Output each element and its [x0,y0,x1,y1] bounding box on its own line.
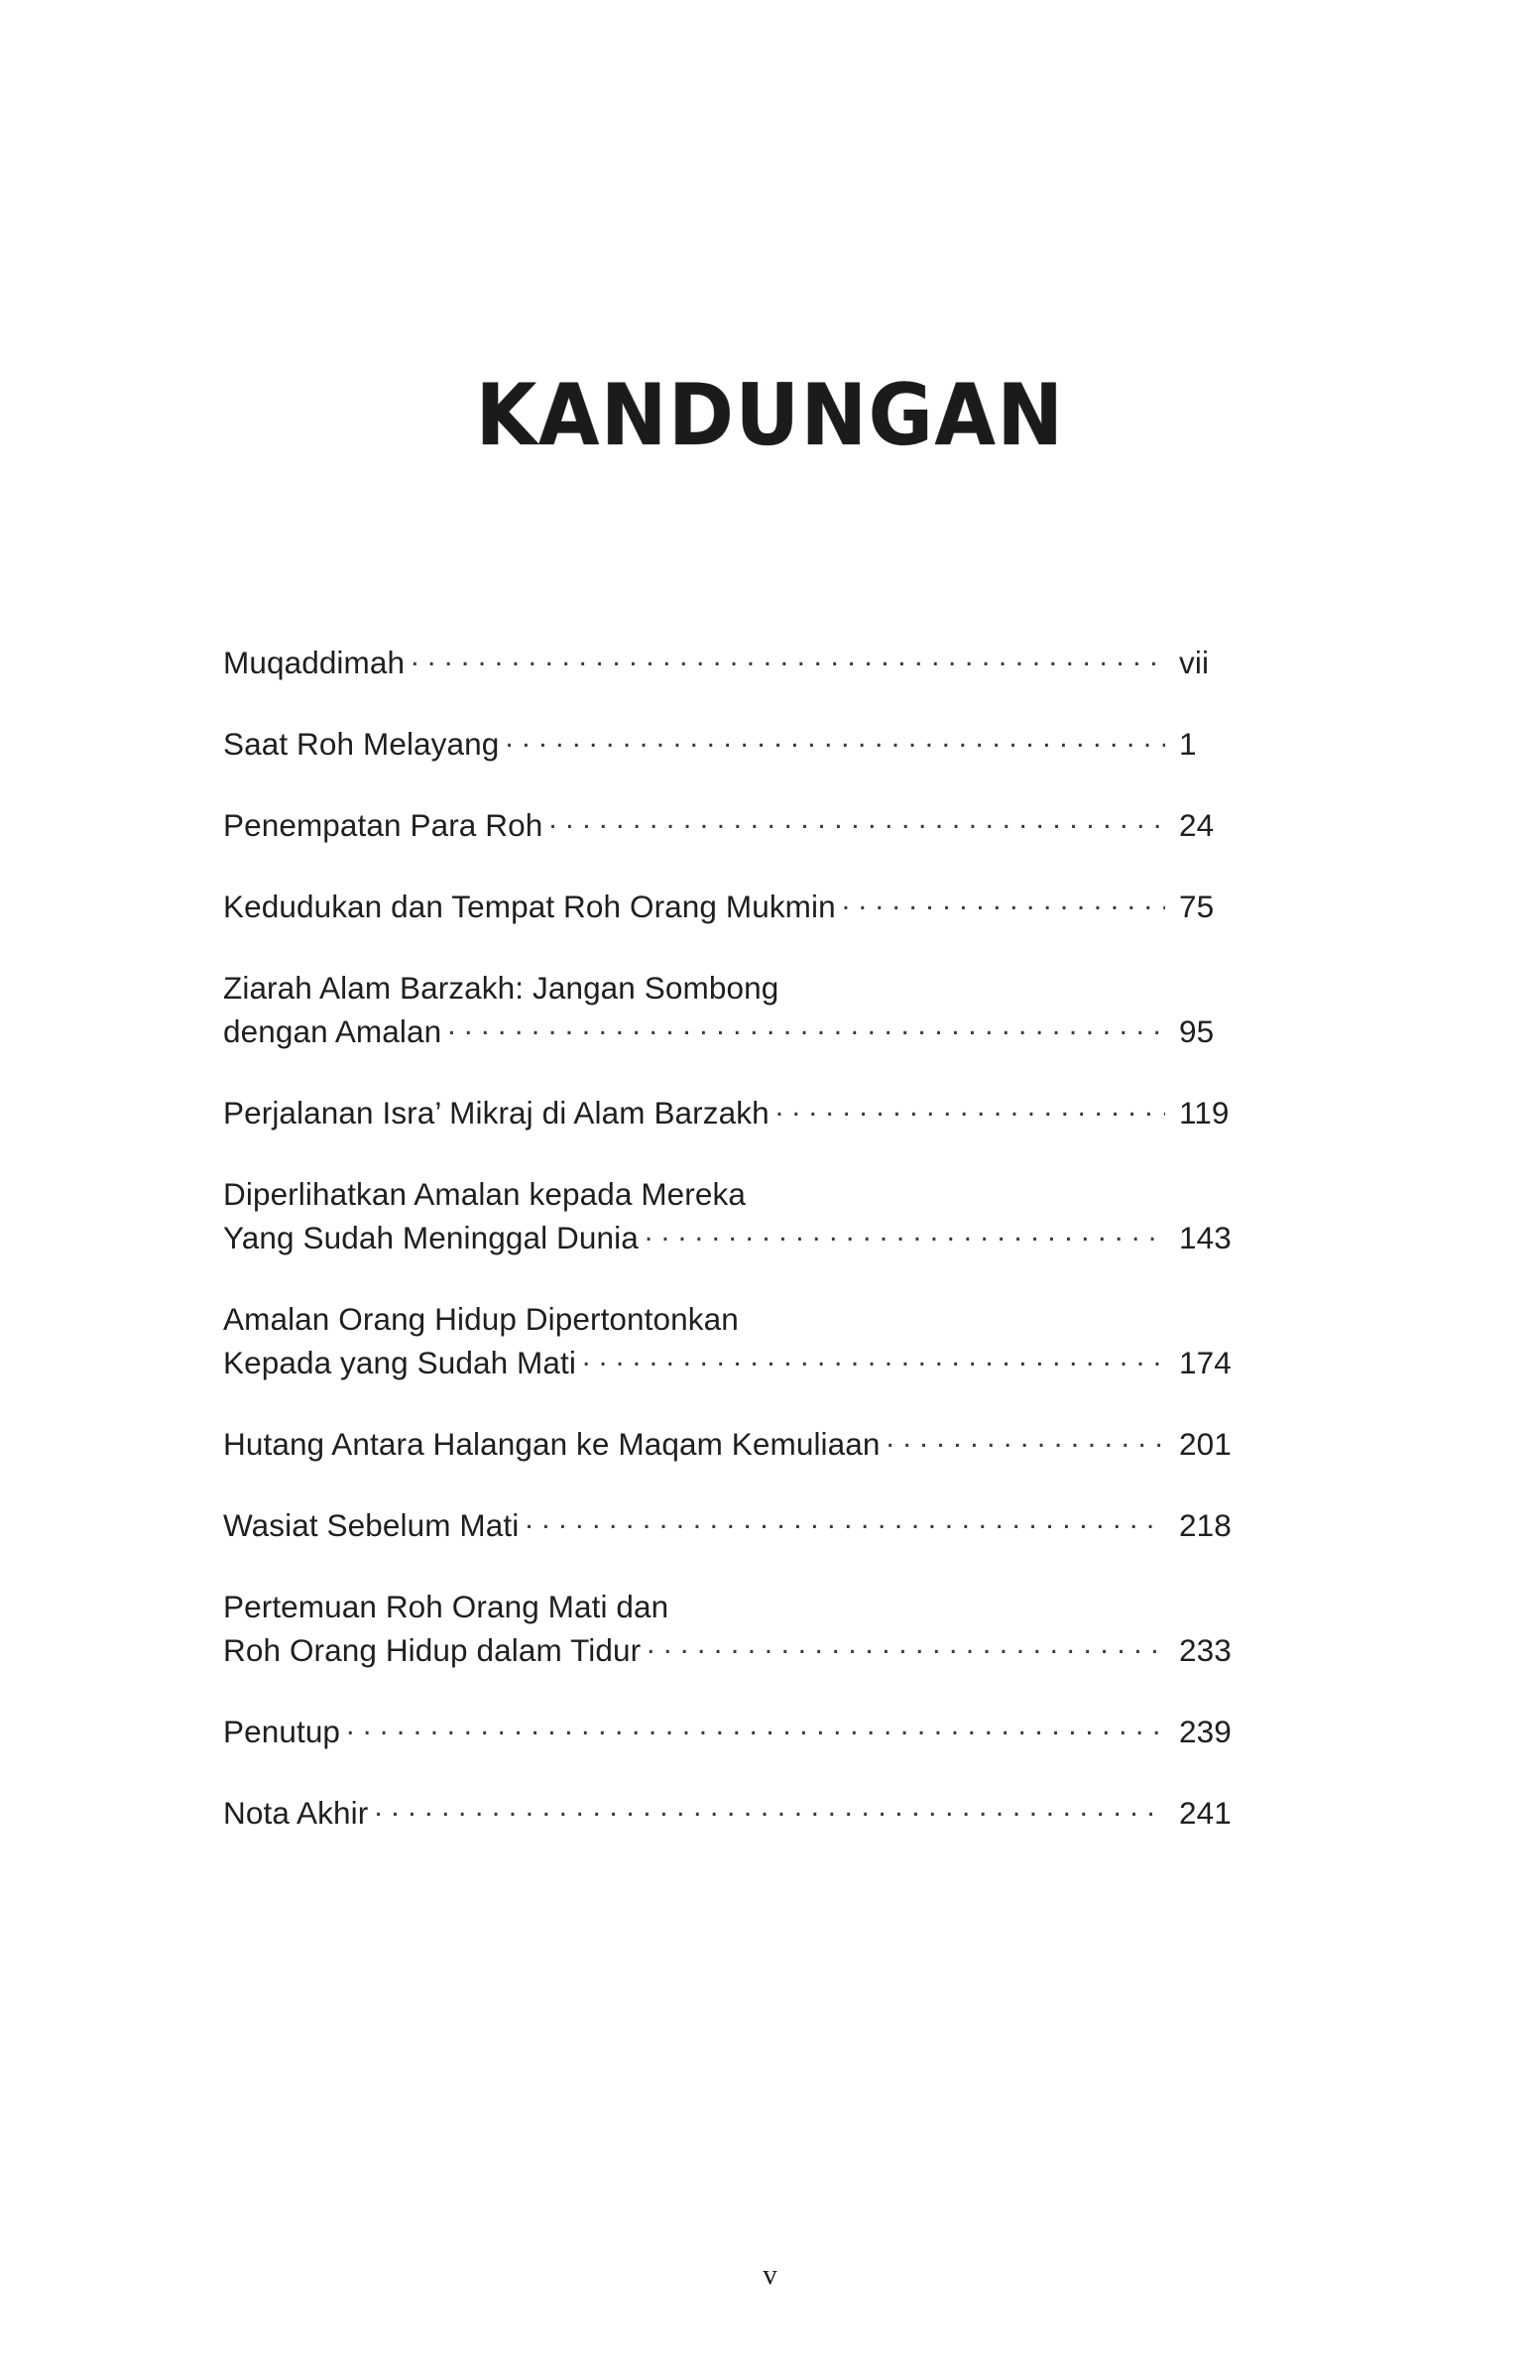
table-of-contents-list [223,641,1274,1835]
dot-leader [887,1424,1165,1456]
toc-entry-row [223,1341,1274,1384]
toc-entry[interactable] [223,803,1274,847]
toc-entry-row [223,641,1274,684]
toc-entry-title-line: Yang Sudah Meninggal Dunia [223,1220,639,1255]
toc-entry-title-line: Pertemuan Roh Orang Mati dan [223,1589,669,1624]
toc-entry[interactable] [223,1585,1274,1672]
toc-entry[interactable] [223,885,1274,928]
toc-entry-title-line: Hutang Antara Halangan ke Maqam Kemuliaan [223,1426,881,1462]
toc-entry[interactable] [223,1172,1274,1259]
toc-entry-row [223,1091,1274,1134]
dot-leader [775,1093,1165,1125]
toc-entry-row [223,1791,1274,1835]
toc-entry-row [223,885,1274,928]
toc-entry-title-line: Roh Orang Hidup dalam Tidur [223,1632,642,1668]
dot-leader [447,1012,1165,1043]
toc-entry[interactable] [223,1297,1274,1384]
toc-entry-row [223,1628,1274,1672]
toc-entry-title-line: dengan Amalan [223,1013,442,1049]
toc-entry[interactable] [223,1091,1274,1134]
toc-entry-title-line: Perjalanan Isra’ Mikraj di Alam Barzakh [223,1095,770,1130]
toc-entry[interactable] [223,1710,1274,1753]
toc-entry-title-line: Ziarah Alam Barzakh: Jangan Sombong [223,970,779,1006]
toc-entry-title-line: Amalan Orang Hidup Dipertontonkan [223,1301,739,1337]
toc-entry-page-number: 201 [1179,1426,1232,1462]
dot-leader [645,1218,1165,1250]
dot-leader [505,724,1165,756]
toc-entry-page-number: 1 [1179,726,1197,762]
toc-entry-page-number: 233 [1179,1632,1232,1668]
dot-leader [346,1712,1165,1743]
toc-entry-title-line: Diperlihatkan Amalan kepada Mereka [223,1176,746,1212]
dot-leader [647,1630,1165,1662]
toc-entry-title-line: Muqaddimah [223,645,406,680]
dot-leader [548,805,1165,837]
dot-leader [411,643,1165,674]
toc-entry-row [223,1010,1274,1053]
toc-entry-page-number: 24 [1179,807,1215,843]
toc-entry[interactable] [223,641,1274,684]
toc-entry-page-number: 143 [1179,1220,1232,1255]
toc-entry[interactable] [223,722,1274,766]
toc-entry-page-number: 95 [1179,1013,1215,1049]
dot-leader [525,1505,1165,1537]
toc-entry-title-line: Wasiat Sebelum Mati [223,1507,520,1543]
toc-entry-page-number: 174 [1179,1345,1232,1380]
toc-entry-title-line: Saat Roh Melayang [223,726,500,762]
toc-entry-page-number: 218 [1179,1507,1232,1543]
page-folio: v [763,2259,777,2291]
toc-entry[interactable] [223,1791,1274,1835]
toc-entry-row [223,722,1274,766]
toc-entry-row [223,1216,1274,1259]
toc-entry-title-line: Nota Akhir [223,1795,369,1831]
toc-entry-title-line: Kedudukan dan Tempat Roh Orang Mukmin [223,889,836,924]
toc-entry-row [223,1422,1274,1466]
toc-entry-page-number: 239 [1179,1714,1232,1749]
dot-leader [842,887,1165,918]
toc-entry-title-line: Penempatan Para Roh [223,807,543,843]
dot-leader [582,1343,1165,1374]
toc-entry[interactable] [223,966,1274,1053]
toc-entry[interactable] [223,1503,1274,1547]
toc-entry-page-number: vii [1179,645,1210,680]
toc-entry-title-line: Penutup [223,1714,341,1749]
toc-entry-title-line: Kepada yang Sudah Mati [223,1345,576,1380]
toc-entry-page-number: 241 [1179,1795,1232,1831]
toc-entry-row [223,1710,1274,1753]
page-title: KANDUNGAN [475,365,1065,465]
toc-entry[interactable] [223,1422,1274,1466]
toc-entry-row [223,803,1274,847]
dot-leader [374,1793,1165,1825]
toc-entry-page-number: 119 [1179,1095,1230,1130]
toc-entry-row [223,1503,1274,1547]
toc-entry-page-number: 75 [1179,889,1215,924]
page-title-container [0,315,1540,515]
